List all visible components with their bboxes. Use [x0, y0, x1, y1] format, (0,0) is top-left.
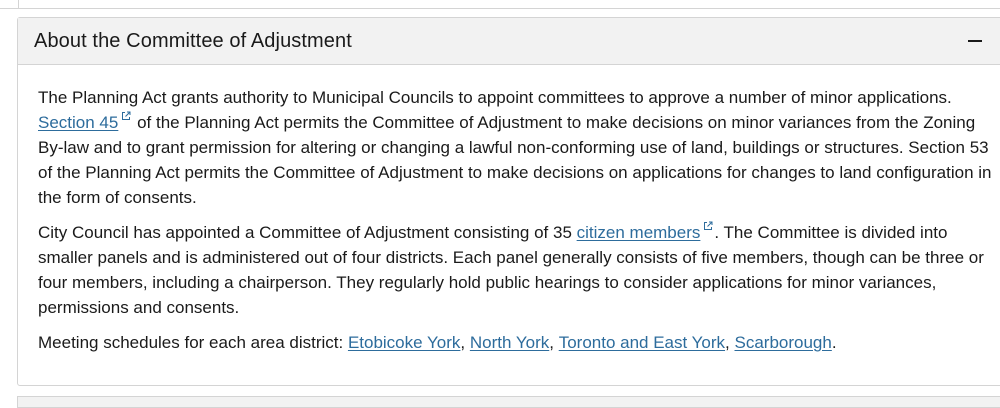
- accordion-header[interactable]: [18, 18, 1000, 65]
- link-label: citizen members: [576, 223, 701, 242]
- paragraph-text: . The Committee is divided into smaller panels and is administered out of four districts. Each panel generally consists of five members, though can be three or four members, including a chairperson. They regularly hold public hearings to consider applications for minor variances, permissions and consents.: [38, 223, 984, 317]
- separator: ,: [549, 333, 559, 352]
- paragraph-text: Meeting schedules for each area district:: [38, 333, 348, 352]
- paragraph-text: of the Planning Act permits the Committee of Adjustment to make decisions on minor variances from the Zoning By-law and to grant permission for altering or changing a lawful non-conforming use of land, buildings or structures. Section 53 of the Planning Act permits the Committee of Adjustment to make decisions on applications for changes to land configuration in the form of consents.: [38, 113, 992, 207]
- toronto-east-york-link[interactable]: Toronto and East York: [558, 333, 726, 352]
- paragraph-meeting-schedules: [38, 330, 998, 355]
- separator: ,: [460, 333, 470, 352]
- section-45-link[interactable]: [38, 113, 118, 132]
- paragraph-text: The Planning Act grants authority to Municipal Councils to appoint committees to approve a number of minor applications.: [38, 88, 952, 107]
- etobicoke-york-link[interactable]: Etobicoke York: [347, 333, 461, 352]
- paragraph-city-council: [38, 220, 998, 320]
- committee-accordion: [17, 17, 1000, 386]
- previous-panel-edge: [0, 0, 1000, 9]
- link-label: Section 45: [38, 113, 119, 132]
- scarborough-link[interactable]: Scarborough: [734, 333, 832, 352]
- north-york-link[interactable]: North York: [469, 333, 550, 352]
- separator: ,: [725, 333, 735, 352]
- accordion-title: About the Committee of Adjustment: [34, 29, 352, 52]
- collapse-toggle[interactable]: [958, 21, 998, 61]
- accordion-body: [18, 65, 1000, 355]
- paragraph-text: .: [831, 333, 837, 352]
- paragraph-text: City Council has appointed a Committee of Adjustment consisting of 35: [38, 223, 577, 242]
- external-link-icon: [703, 221, 713, 231]
- citizen-members-link[interactable]: [577, 223, 701, 242]
- paragraph-planning-act: [38, 85, 998, 210]
- minus-icon: [968, 40, 982, 42]
- external-link-icon: [121, 111, 131, 121]
- next-panel-edge: [17, 396, 1000, 408]
